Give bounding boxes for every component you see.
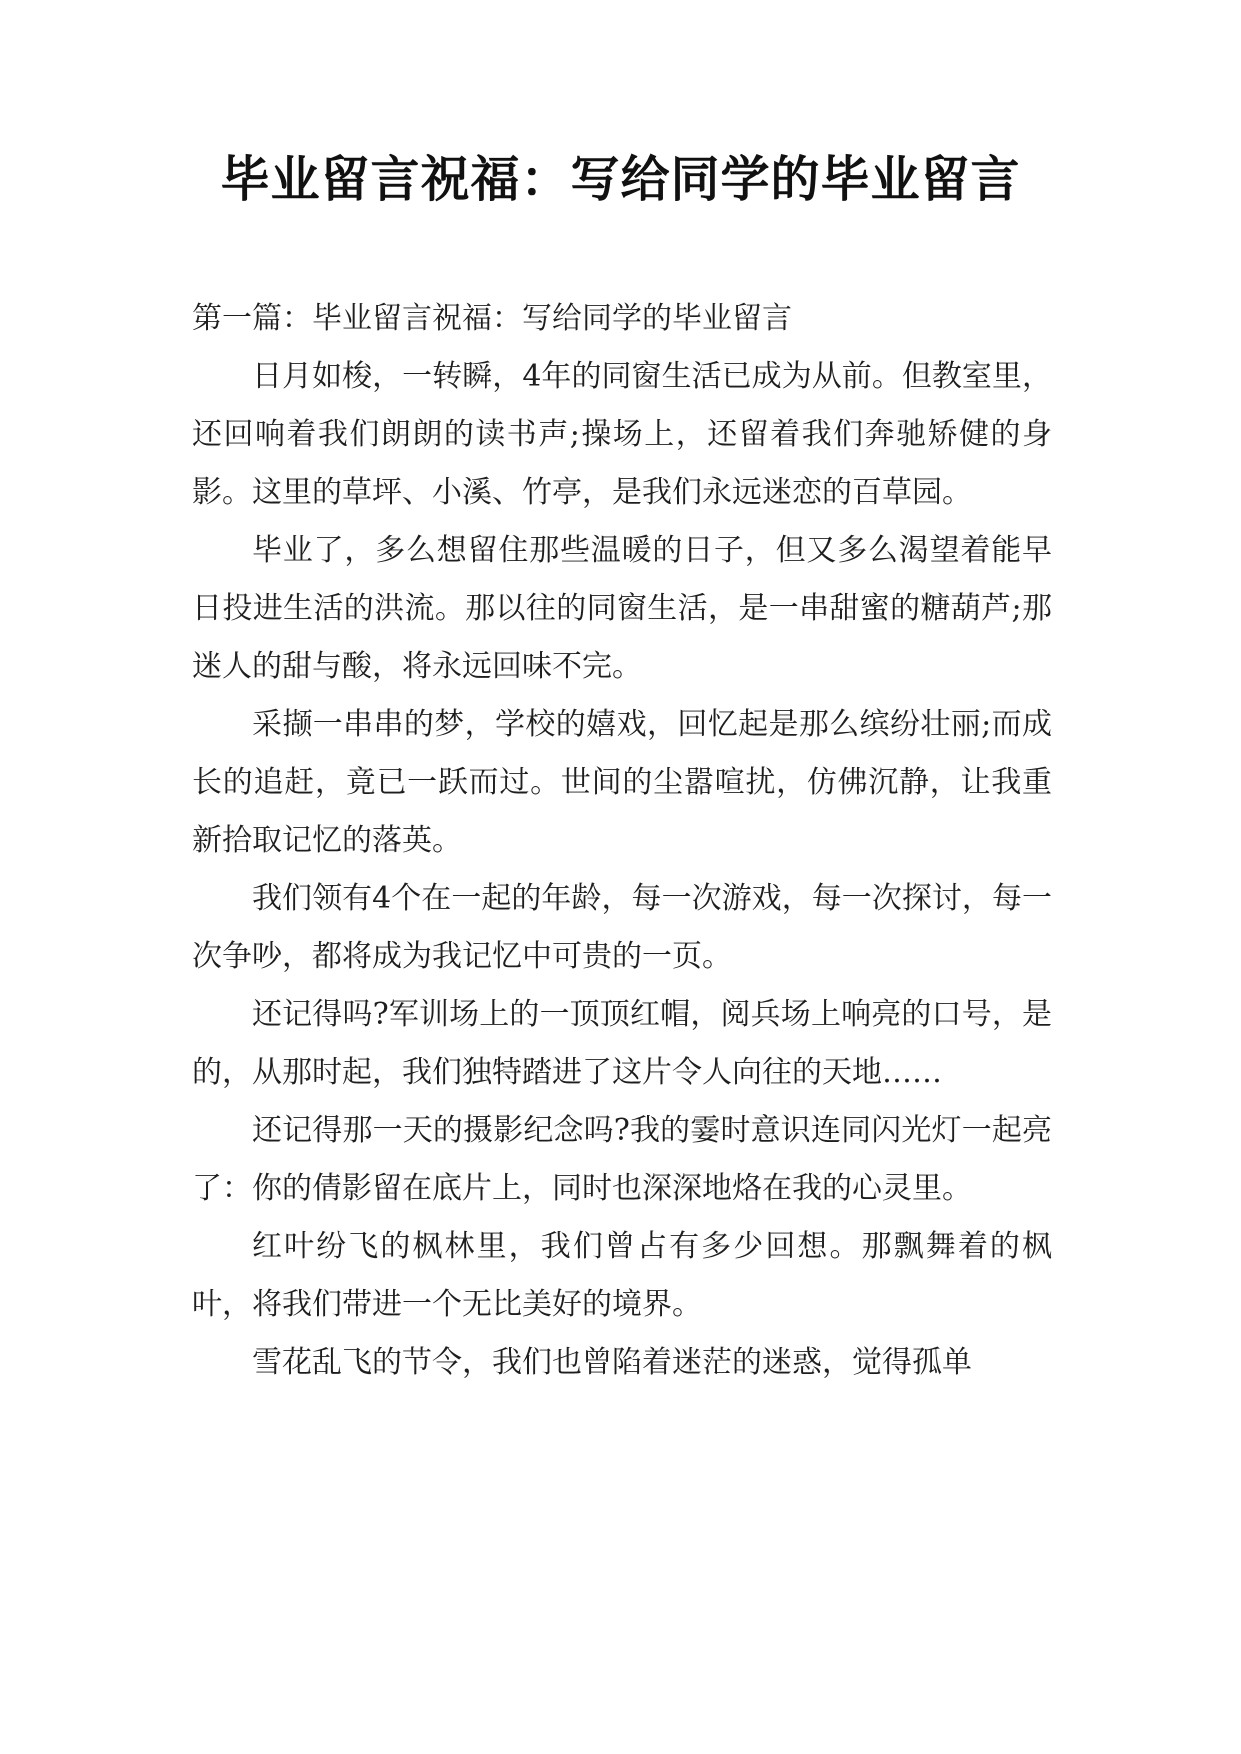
paragraph: 还记得那一天的摄影纪念吗?我的霎时意识连同闪光灯一起亮了：你的倩影留在底片上，同时也深深地烙在我的心灵里。 [192, 1113, 1052, 1206]
paragraph: 还记得吗?军训场上的一顶顶红帽，阅兵场上响亮的口号，是的，从那时起，我们独特踏进了这片令人向往的天地…… [192, 997, 1052, 1090]
paragraph: 雪花乱飞的节令，我们也曾陷着迷茫的迷惑，觉得孤单 [252, 1345, 972, 1380]
paragraph: 采撷一串串的梦，学校的嬉戏，回忆起是那么缤纷壮丽;而成长的追赶，竟已一跃而过。世间的尘嚣喧扰，仿佛沉静，让我重新拾取记忆的落英。 [192, 707, 1052, 858]
document-body [192, 290, 1052, 1392]
paragraph: 红叶纷飞的枫林里，我们曾占有多少回想。那飘舞着的枫叶，将我们带进一个无比美好的境界。 [192, 1229, 1052, 1322]
paragraph: 我们领有4个在一起的年龄，每一次游戏，每一次探讨，每一次争吵，都将成为我记忆中可贵的一页。 [192, 881, 1052, 974]
section-heading: 第一篇：毕业留言祝福：写给同学的毕业留言 [192, 301, 792, 336]
document-title: 毕业留言祝福：写给同学的毕业留言 [220, 151, 1021, 208]
paragraph: 毕业了，多么想留住那些温暖的日子，但又多么渴望着能早日投进生活的洪流。那以往的同窗生活，是一串甜蜜的糖葫芦;那迷人的甜与酸，将永远回味不完。 [192, 533, 1052, 684]
paragraph: 日月如梭，一转瞬，4年的同窗生活已成为从前。但教室里，还回响着我们朗朗的读书声;操场上，还留着我们奔驰矫健的身影。这里的草坪、小溪、竹亭，是我们永远迷恋的百草园。 [192, 359, 1052, 510]
